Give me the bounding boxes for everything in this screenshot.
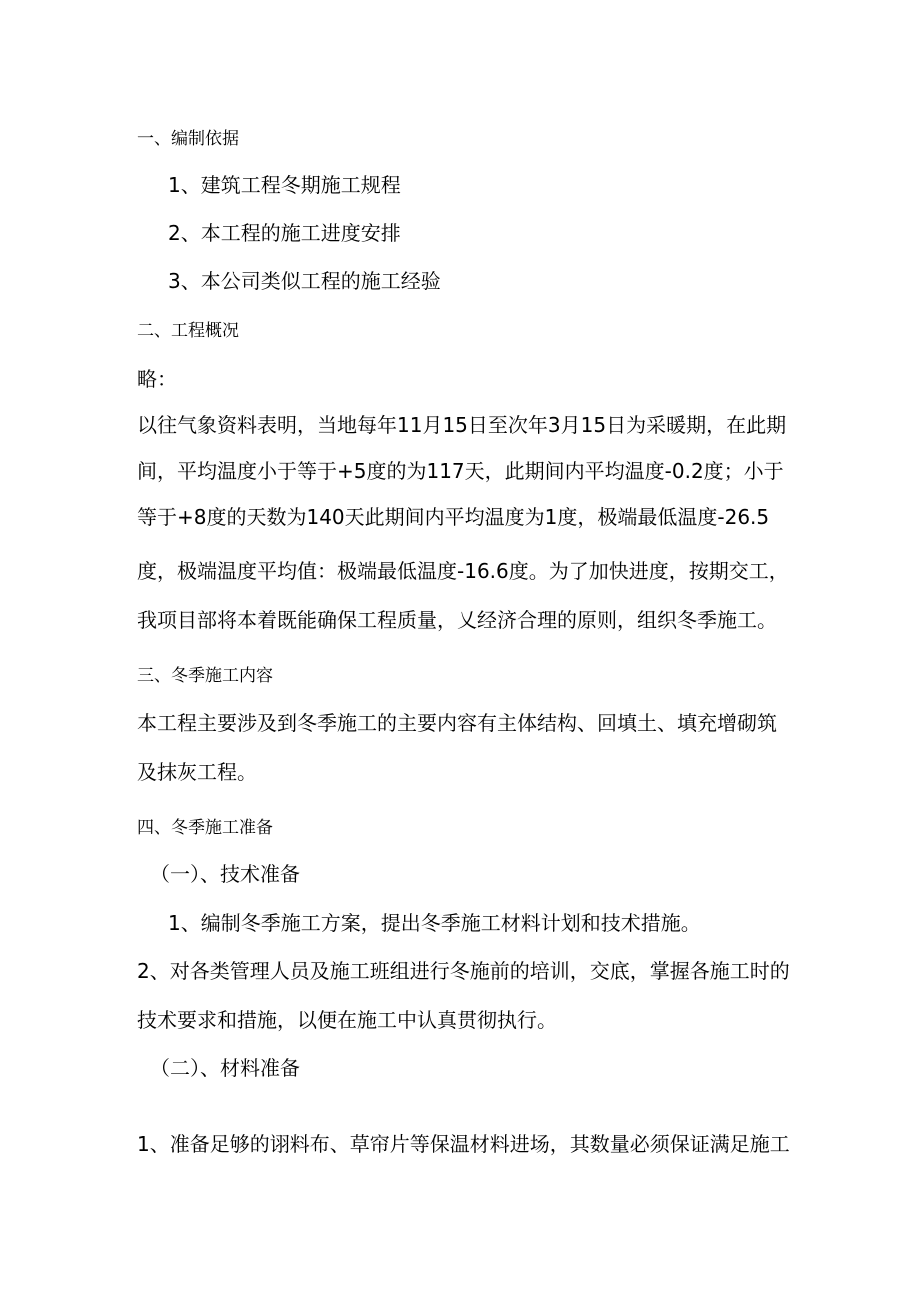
basis-item-1: 1、建筑工程冬期施工规程 (168, 173, 401, 197)
climate-paragraph-line-3: 等于+8度的天数为140天此期间内平均温度为1度，极端最低温度-26.5 (137, 505, 770, 529)
overview-omitted: 略： (137, 367, 177, 391)
section-heading-compilation-basis: 一、编制依据 (137, 129, 239, 149)
material-item-1: 1、准备足够的诩料布、草帘片等保温材料进场，其数量必须保证满足施工 (137, 1132, 790, 1156)
content-paragraph-line-1: 本工程主要涉及到冬季施工的主要内容有主体结构、回填土、填充增砌筑 (137, 711, 777, 735)
climate-paragraph-line-4: 度，极端温度平均值：极端最低温度-16.6度。为了加快进度，按期交工， (137, 559, 789, 583)
climate-paragraph-line-5: 我项目部将本着既能确保工程质量，乂经济合理的原则，组织冬季施工。 (137, 608, 777, 632)
section-heading-winter-preparation: 四、冬季施工准备 (137, 818, 273, 838)
climate-paragraph-line-2: 间，平均温度小于等于+5度的为117天，此期间内平均温度-0.2度；小于 (137, 459, 784, 483)
content-paragraph-line-2: 及抹灰工程。 (137, 760, 257, 784)
section-heading-winter-content: 三、冬季施工内容 (137, 666, 273, 686)
subheading-material-preparation: （二）、材料准备 (150, 1056, 300, 1080)
basis-item-3: 3、本公司类似工程的施工经验 (168, 269, 441, 293)
section-heading-project-overview: 二、工程概况 (137, 321, 239, 341)
basis-item-2: 2、本工程的施工进度安排 (168, 221, 401, 245)
climate-paragraph-line-1: 以往气象资料表明，当地每年11月15日至次年3月15日为采暖期，在此期 (137, 413, 787, 437)
tech-item-2-line-2: 技术要求和措施，以便在施工中认真贯彻执行。 (137, 1008, 557, 1032)
tech-item-2-line-1: 2、对各类管理人员及施工班组进行冬施前的培训，交底，掌握各施工时的 (137, 959, 790, 983)
tech-item-1: 1、编制冬季施工方案，提出冬季施工材料计划和技术措施。 (168, 911, 701, 935)
subheading-technical-preparation: （一）、技术准备 (150, 862, 300, 886)
